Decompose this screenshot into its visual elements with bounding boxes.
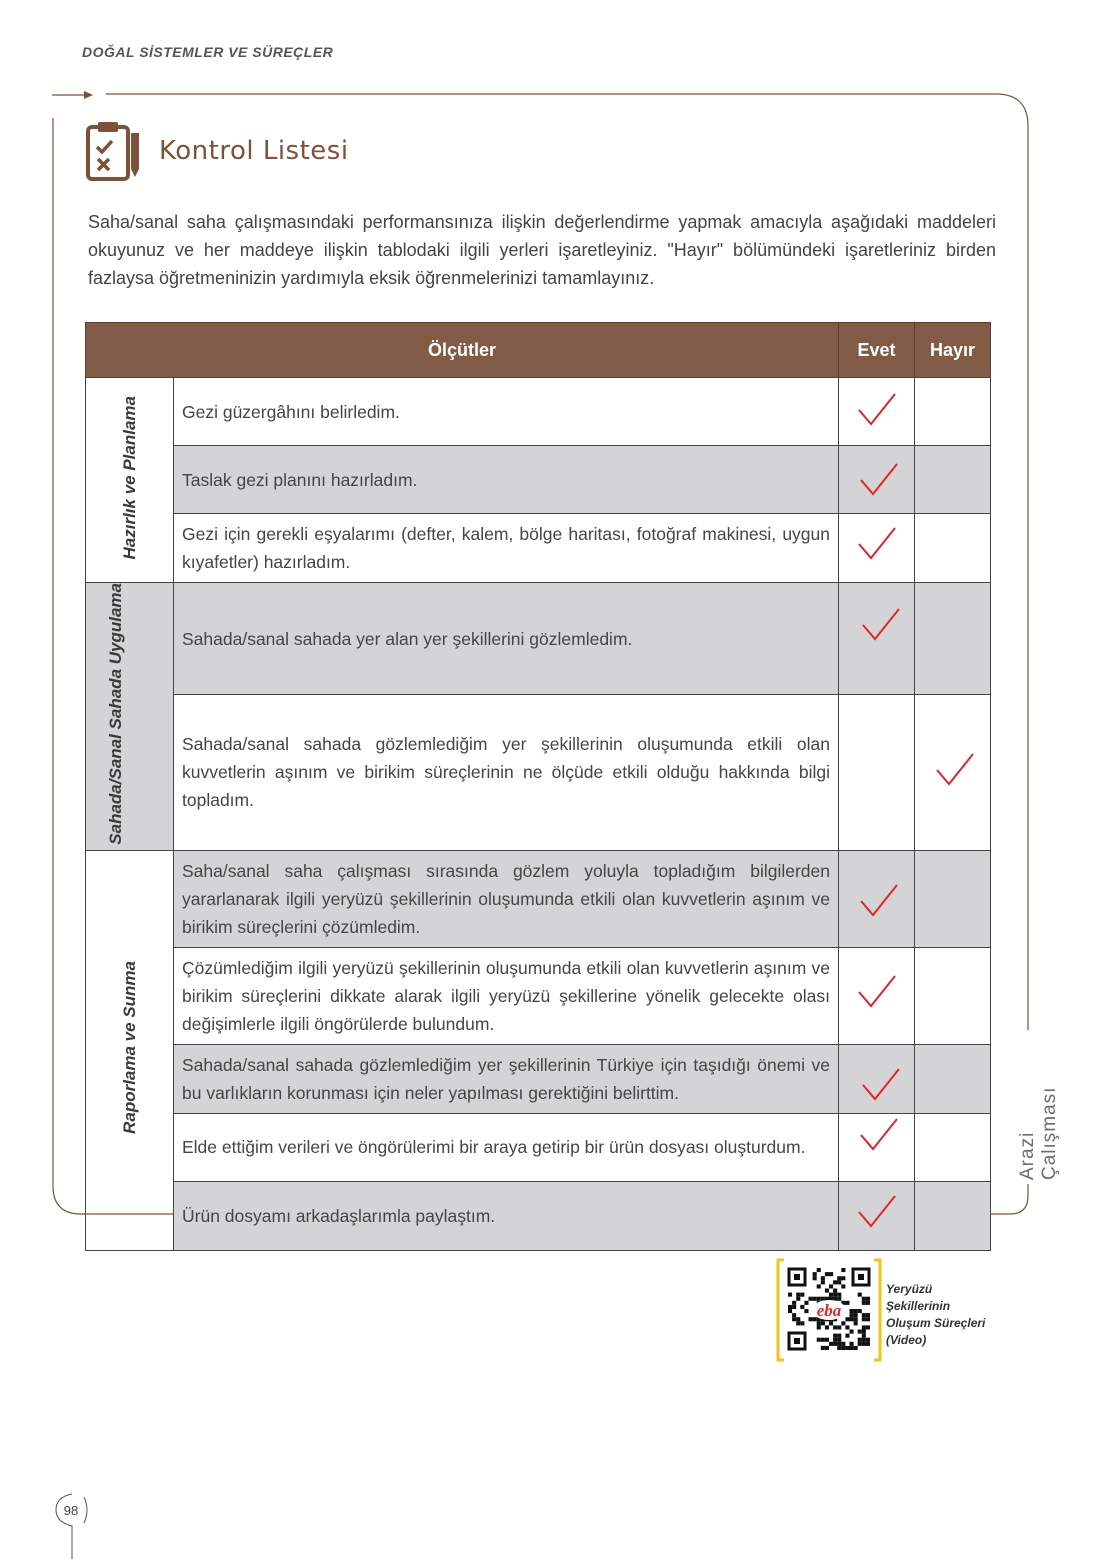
no-cell[interactable] [915,1044,991,1113]
criterion-text: Saha/sanal saha çalışması sırasında gözlem yoluyla topladığım bilgilerden yararlanarak ilgili yeryüzü şekillerinin oluşumunda etkili olan kuvvetlerin aşınım ve birikim süreçlerini çözümledim. [174,850,839,947]
table-row [86,583,991,695]
yes-cell[interactable] [839,947,915,1044]
page-title: Kontrol Listesi [159,136,349,166]
no-cell[interactable] [915,1113,991,1181]
yes-cell[interactable] [839,1181,915,1250]
table-row [86,947,991,1044]
no-cell[interactable] [915,1181,991,1250]
check-mark-icon [855,390,899,430]
yes-cell[interactable] [839,850,915,947]
table-row [86,850,991,947]
qr-caption-line: Oluşum Süreçleri [886,1316,986,1330]
intro-paragraph: Saha/sanal saha çalışmasındaki performansınıza ilişkin değerlendirme yapmak amacıyla aşağıdaki maddeleri okuyunuz ve her maddeye ilişkin tablodaki ilgili yerleri işaretleyiniz. "Hayır" bölümündeki işaretleriniz birden fazlaysa öğretmeninizin yardımıyla eksik öğrenmelerinizi tamamlayınız. [88,212,996,288]
category-cell [86,583,174,851]
criteria-header: Ölçütler [86,323,839,378]
criterion-text: Gezi güzergâhını belirledim. [174,378,839,446]
table-row [86,446,991,514]
table-row [86,514,991,583]
yes-cell[interactable] [839,514,915,583]
yes-cell[interactable] [839,583,915,695]
qr-caption-line: Şekillerinin [886,1299,951,1313]
yes-cell[interactable] [839,378,915,446]
category-cell [86,850,174,1250]
eba-logo: eba [816,1301,842,1320]
no-cell[interactable] [915,378,991,446]
category-label: Raporlama ve Sunma [119,961,139,1135]
page-number: 98 [63,1503,79,1518]
table-row [86,695,991,851]
side-label: Arazi Çalışması [1017,1086,1060,1180]
qr-code[interactable] [776,1258,882,1362]
no-header: Hayır [915,323,991,378]
table-row [86,378,991,446]
table-row [86,1113,991,1181]
section-title [85,118,349,184]
qr-code-graphic [776,1258,882,1362]
criterion-text: Sahada/sanal sahada gözlemlediğim yer şekillerinin Türkiye için taşıdığı önemi ve bu varlıkların korunması için neler yapılması gerektiğini belirttim. [174,1044,839,1113]
criterion-text: Taslak gezi planını hazırladım. [174,446,839,514]
yes-cell[interactable] [839,695,915,851]
category-label: Sahada/Sanal Sahada Uygulama [105,583,125,845]
check-mark-icon [855,524,899,564]
check-mark-icon [855,1192,899,1232]
no-cell[interactable] [915,446,991,514]
yes-header: Evet [839,323,915,378]
category-cell [86,378,174,583]
no-cell[interactable] [915,947,991,1044]
check-mark-icon [933,750,977,790]
yes-cell[interactable] [839,446,915,514]
criterion-text: Ürün dosyamı arkadaşlarımla paylaştım. [174,1181,839,1250]
check-mark-icon [855,972,899,1012]
table-row [86,1181,991,1250]
no-cell[interactable] [915,695,991,851]
yes-cell[interactable] [839,1044,915,1113]
checklist-table [85,322,991,1251]
check-mark-icon [857,1115,901,1155]
criterion-text: Çözümlediğim ilgili yeryüzü şekillerinin oluşumunda etkili olan kuvvetlerin aşınım ve birikim süreçlerini dikkate alarak ilgili yeryüzü şekillerine yönelik gelecekte olası değişimlerle ilgili öngörülerde bulundum. [174,947,839,1044]
no-cell[interactable] [915,583,991,695]
table-header-row [86,323,991,378]
criterion-text: Gezi için gerekli eşyalarımı (defter, kalem, bölge haritası, fotoğraf makinesi, uygun kıyafetler) hazırladım. [174,514,839,583]
no-cell[interactable] [915,850,991,947]
check-mark-icon [857,460,901,500]
no-cell[interactable] [915,514,991,583]
check-mark-icon [859,605,903,645]
check-mark-icon [859,1065,903,1105]
check-mark-icon [857,881,901,921]
table-row [86,1044,991,1113]
criterion-text: Elde ettiğim verileri ve öngörülerimi bir araya getirip bir ürün dosyası oluşturdum. [174,1113,839,1181]
category-label: Hazırlık ve Planlama [119,395,139,560]
checklist-clipboard-icon [85,119,145,183]
qr-caption-line: (Video) [886,1333,927,1347]
qr-caption [886,1281,985,1349]
criterion-text: Sahada/sanal sahada yer alan yer şekillerini gözlemledim. [174,583,839,695]
criterion-text: Sahada/sanal sahada gözlemlediğim yer şekillerinin oluşumunda etkili olan kuvvetlerin aşınım ve birikim süreçlerinin ne ölçüde etkili olduğu hakkında bilgi topladım. [174,695,839,851]
yes-cell[interactable] [839,1113,915,1181]
section-header: DOĞAL SİSTEMLER VE SÜREÇLER [82,44,334,60]
qr-caption-line: Yeryüzü [886,1282,933,1296]
